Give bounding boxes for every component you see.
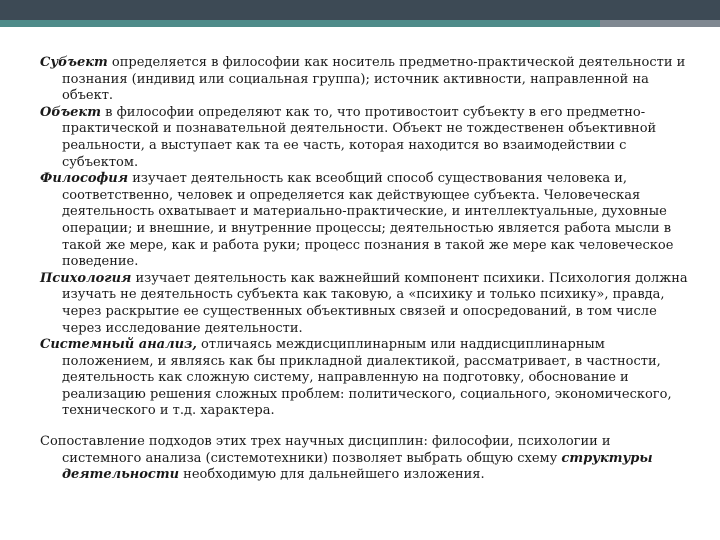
slide-text-body bbox=[40, 55, 690, 484]
conclusion-paragraph bbox=[40, 434, 690, 484]
conclusion-text-before: Сопоставление подходов этих трех научных дисциплин: философии, психологии и системного анализа (системотехники) позволяет выбрать общую схему bbox=[40, 434, 611, 466]
term-systems-analysis: Системный анализ, bbox=[40, 337, 197, 353]
conclusion-text-after: необходимую для дальнейшего изложения. bbox=[179, 467, 485, 483]
slide-accent-stripe bbox=[0, 20, 600, 27]
term-activity-structure: структуры деятельности bbox=[62, 450, 653, 483]
definition-philosophy-text: изучает деятельность как всеобщий способ существования человека и, соответственно, человек и определяется как действующее субъекта. Человеческая деятельность охватывает и материально-практические, и интеллектуальные, духовные операции; и внешние, и внутренние процессы; деятельностью является работа мысли в такой же мере, как и работа руки; процесс познания в такой же мере как человеческое поведение. bbox=[62, 171, 674, 270]
term-psychology: Психология bbox=[40, 270, 132, 286]
slide-accent-stripe-right bbox=[600, 20, 720, 27]
term-object: Объект bbox=[40, 104, 101, 120]
definition-object bbox=[40, 105, 690, 171]
slide-header-bar bbox=[0, 0, 720, 20]
term-subject: Субъект bbox=[40, 55, 108, 70]
definition-subject-text: определяется в философии как носитель предметно-практической деятельности и познания (индивид или социальная группа); источник активности, направленной на объект. bbox=[62, 55, 686, 104]
definition-systems-analysis-text: отличаясь междисциплинарным или наддисциплинарным положением, и являясь как бы прикладной диалектикой, рассматривает, в частности, деятельность как сложную систему, направленную на подготовку, обоснование и реализацию решения сложных проблем: политического, социального, экономического, технического и т.д. характера. bbox=[62, 337, 672, 419]
definition-object-text: в философии определяют как то, что противостоит субъекту в его предметно-практической и познавательной деятельности. Объект не тождественен объективной реальности, а выступает как та ее часть, которая находится во взаимодействии с субъектом. bbox=[62, 104, 657, 170]
term-philosophy: Философия bbox=[40, 171, 129, 187]
definition-systems-analysis bbox=[40, 337, 690, 420]
definition-psychology bbox=[40, 271, 690, 337]
definition-philosophy bbox=[40, 171, 690, 271]
definition-subject bbox=[40, 55, 690, 105]
definition-psychology-text: изучает деятельность как важнейший компонент психики. Психология должна изучать не деятельность субъекта как таковую, а «психику и только психику», правда, через раскрытие ее существенных объективных связей и опосредований, в том числе через исследование деятельности. bbox=[62, 270, 688, 336]
